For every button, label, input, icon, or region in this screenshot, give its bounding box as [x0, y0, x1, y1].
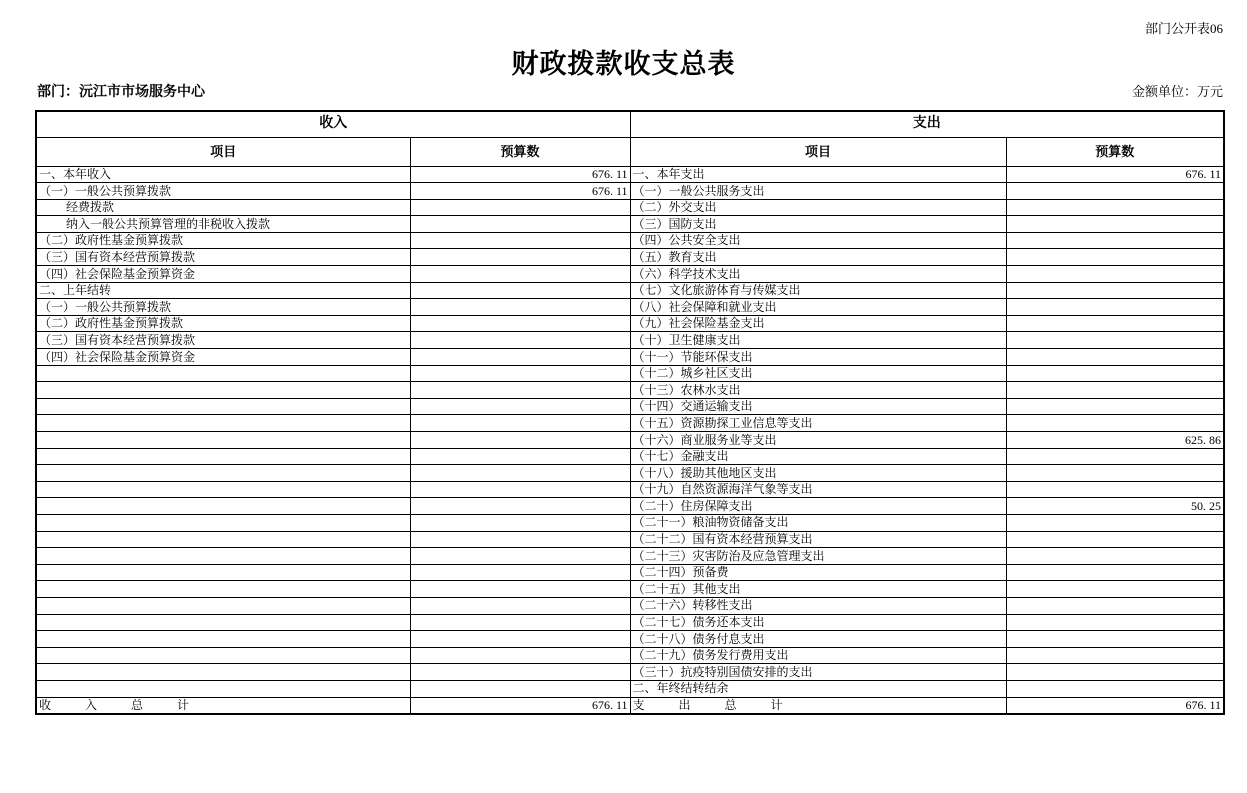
- expense-item-cell: （一）一般公共服务支出: [630, 183, 1006, 200]
- income-section-header: 收入: [36, 111, 630, 137]
- page-title: 财政拨款收支总表: [511, 49, 736, 79]
- income-budget-cell: [410, 514, 630, 531]
- table-row: [36, 315, 1224, 332]
- income-budget-cell: [410, 332, 630, 349]
- income-item-cell: （一）一般公共预算拨款: [36, 183, 410, 200]
- expense-item-cell: （二十七）债务还本支出: [630, 614, 1006, 631]
- expense-item-cell: （五）教育支出: [630, 249, 1006, 266]
- table-row: [36, 564, 1224, 581]
- income-item-cell: [36, 398, 410, 415]
- expense-budget-cell: [1006, 680, 1224, 697]
- totals-row: [36, 697, 1224, 714]
- income-item-cell: （四）社会保险基金预算资金: [36, 349, 410, 366]
- table-row: [36, 548, 1224, 565]
- column-header-row: [36, 137, 1224, 166]
- income-budget-cell: [410, 614, 630, 631]
- table-row: [36, 614, 1224, 631]
- income-budget-cell: [410, 382, 630, 399]
- expense-item-cell: （二十八）债务付息支出: [630, 631, 1006, 648]
- expense-item-cell: （十六）商业服务业等支出: [630, 432, 1006, 449]
- income-budget-cell: [410, 498, 630, 515]
- expense-budget-cell: [1006, 349, 1224, 366]
- income-budget-cell: [410, 564, 630, 581]
- table-row: [36, 498, 1224, 515]
- meta-row: [37, 81, 1223, 101]
- income-item-cell: （四）社会保险基金预算资金: [36, 266, 410, 283]
- expense-total-value: 676. 11: [1006, 697, 1224, 714]
- income-item-cell: [36, 415, 410, 432]
- expense-item-cell: （八）社会保障和就业支出: [630, 299, 1006, 316]
- income-budget-cell: [410, 531, 630, 548]
- expense-budget-cell: [1006, 531, 1224, 548]
- table-row: [36, 448, 1224, 465]
- income-budget-cell: [410, 249, 630, 266]
- income-item-cell: [36, 680, 410, 697]
- income-item-cell: [36, 581, 410, 598]
- expense-item-cell: （二十二）国有资本经营预算支出: [630, 531, 1006, 548]
- expense-budget-cell: [1006, 282, 1224, 299]
- expense-budget-cell: [1006, 315, 1224, 332]
- expense-item-cell: （三）国防支出: [630, 216, 1006, 233]
- income-item-cell: [36, 465, 410, 482]
- expense-item-cell: （十五）资源勘探工业信息等支出: [630, 415, 1006, 432]
- income-budget-cell: [410, 266, 630, 283]
- expense-item-cell: （二十九）债务发行费用支出: [630, 647, 1006, 664]
- income-budget-cell: [410, 315, 630, 332]
- income-item-cell: [36, 614, 410, 631]
- income-item-cell: [36, 647, 410, 664]
- income-item-cell: [36, 631, 410, 648]
- expense-item-cell: （十一）节能环保支出: [630, 349, 1006, 366]
- income-budget-cell: [410, 432, 630, 449]
- expense-budget-cell: [1006, 448, 1224, 465]
- income-budget-cell: [410, 581, 630, 598]
- income-item-cell: （一）一般公共预算拨款: [36, 299, 410, 316]
- expense-item-cell: （三十）抗疫特别国债安排的支出: [630, 664, 1006, 681]
- table-row: [36, 216, 1224, 233]
- table-row: [36, 382, 1224, 399]
- table-body: [36, 166, 1224, 714]
- expense-item-cell: （十九）自然资源海洋气象等支出: [630, 481, 1006, 498]
- table-row: [36, 332, 1224, 349]
- income-item-cell: [36, 564, 410, 581]
- expense-budget-cell: [1006, 647, 1224, 664]
- expense-budget-cell: [1006, 382, 1224, 399]
- table-row: [36, 166, 1224, 183]
- table-row: [36, 680, 1224, 697]
- table-row: [36, 597, 1224, 614]
- income-item-cell: [36, 531, 410, 548]
- income-budget-cell: [410, 597, 630, 614]
- income-item-cell: （三）国有资本经营预算拨款: [36, 332, 410, 349]
- amount-unit-label: 金额单位：万元: [1131, 84, 1223, 99]
- income-budget-header: 预算数: [410, 137, 630, 166]
- table-row: [36, 465, 1224, 482]
- income-budget-cell: [410, 664, 630, 681]
- expense-item-cell: （十二）城乡社区支出: [630, 365, 1006, 382]
- table-row: [36, 631, 1224, 648]
- income-item-cell: [36, 432, 410, 449]
- table-row: [36, 266, 1224, 283]
- expense-budget-cell: [1006, 266, 1224, 283]
- table-row: [36, 299, 1224, 316]
- income-budget-cell: [410, 199, 630, 216]
- expense-budget-cell: [1006, 564, 1224, 581]
- expense-budget-cell: [1006, 465, 1224, 482]
- budget-table: [35, 110, 1225, 715]
- income-item-cell: [36, 481, 410, 498]
- income-item-cell: （三）国有资本经营预算拨款: [36, 249, 410, 266]
- table-row: [36, 183, 1224, 200]
- income-budget-cell: [410, 282, 630, 299]
- expense-item-cell: （二十）住房保障支出: [630, 498, 1006, 515]
- income-budget-cell: [410, 232, 630, 249]
- income-item-cell: [36, 382, 410, 399]
- expense-budget-cell: [1006, 365, 1224, 382]
- income-budget-cell: [410, 481, 630, 498]
- department-label: 部门：沅江市市场服务中心: [37, 85, 205, 100]
- expense-item-cell: （二十五）其他支出: [630, 581, 1006, 598]
- income-item-cell: [36, 448, 410, 465]
- income-item-cell: 纳入一般公共预算管理的非税收入拨款: [36, 216, 410, 233]
- table-row: [36, 664, 1224, 681]
- table-row: [36, 481, 1224, 498]
- expense-budget-cell: [1006, 199, 1224, 216]
- expense-item-cell: （二十三）灾害防治及应急管理支出: [630, 548, 1006, 565]
- expense-item-cell: （九）社会保险基金支出: [630, 315, 1006, 332]
- expense-item-cell: （七）文化旅游体育与传媒支出: [630, 282, 1006, 299]
- expense-budget-cell: [1006, 514, 1224, 531]
- income-budget-cell: [410, 299, 630, 316]
- expense-budget-cell: 625. 86: [1006, 432, 1224, 449]
- table-row: [36, 398, 1224, 415]
- expense-item-header: 项目: [630, 137, 1006, 166]
- expense-budget-cell: [1006, 232, 1224, 249]
- income-budget-cell: [410, 415, 630, 432]
- expense-budget-cell: [1006, 481, 1224, 498]
- expense-budget-header: 预算数: [1006, 137, 1224, 166]
- form-code-label: 部门公开表06: [1144, 21, 1223, 36]
- income-budget-cell: [410, 398, 630, 415]
- income-budget-cell: 676. 11: [410, 183, 630, 200]
- table-row: [36, 349, 1224, 366]
- expense-item-cell: （十七）金融支出: [630, 448, 1006, 465]
- income-item-cell: 一、本年收入: [36, 166, 410, 183]
- expense-item-cell: 一、本年支出: [630, 166, 1006, 183]
- expense-item-cell: （六）科学技术支出: [630, 266, 1006, 283]
- table-row: [36, 282, 1224, 299]
- expense-budget-cell: [1006, 415, 1224, 432]
- income-budget-cell: [410, 680, 630, 697]
- expense-budget-cell: [1006, 581, 1224, 598]
- expense-budget-cell: [1006, 183, 1224, 200]
- income-item-cell: [36, 597, 410, 614]
- table-row: [36, 199, 1224, 216]
- expense-item-cell: （二）外交支出: [630, 199, 1006, 216]
- income-item-cell: （二）政府性基金预算拨款: [36, 232, 410, 249]
- income-item-cell: [36, 365, 410, 382]
- income-budget-cell: [410, 647, 630, 664]
- income-item-cell: 经费拨款: [36, 199, 410, 216]
- table-row: [36, 249, 1224, 266]
- expense-budget-cell: [1006, 614, 1224, 631]
- income-item-cell: 二、上年结转: [36, 282, 410, 299]
- income-item-cell: [36, 548, 410, 565]
- expense-budget-cell: [1006, 548, 1224, 565]
- income-item-header: 项目: [36, 137, 410, 166]
- income-item-cell: [36, 498, 410, 515]
- expense-item-cell: （十四）交通运输支出: [630, 398, 1006, 415]
- expense-budget-cell: 676. 11: [1006, 166, 1224, 183]
- expense-item-cell: （十三）农林水支出: [630, 382, 1006, 399]
- expense-budget-cell: [1006, 332, 1224, 349]
- table-row: [36, 432, 1224, 449]
- table-row: [36, 415, 1224, 432]
- table-row: [36, 581, 1224, 598]
- expense-item-cell: 二、年终结转结余: [630, 680, 1006, 697]
- table-row: [36, 531, 1224, 548]
- expense-total-label: 支出总计: [630, 697, 1006, 714]
- expense-item-cell: （十）卫生健康支出: [630, 332, 1006, 349]
- income-budget-cell: [410, 548, 630, 565]
- table-row: [36, 365, 1224, 382]
- expense-budget-cell: [1006, 664, 1224, 681]
- expense-item-cell: （二十四）预备费: [630, 564, 1006, 581]
- section-header-row: [36, 111, 1224, 137]
- income-budget-cell: [410, 465, 630, 482]
- income-budget-cell: [410, 216, 630, 233]
- expense-budget-cell: 50. 25: [1006, 498, 1224, 515]
- expense-budget-cell: [1006, 398, 1224, 415]
- income-budget-cell: [410, 448, 630, 465]
- expense-item-cell: （四）公共安全支出: [630, 232, 1006, 249]
- income-budget-cell: [410, 365, 630, 382]
- income-item-cell: [36, 664, 410, 681]
- expense-budget-cell: [1006, 216, 1224, 233]
- income-total-value: 676. 11: [410, 697, 630, 714]
- income-budget-cell: [410, 349, 630, 366]
- expense-section-header: 支出: [630, 111, 1224, 137]
- table-row: [36, 514, 1224, 531]
- expense-item-cell: （十八）援助其他地区支出: [630, 465, 1006, 482]
- table-row: [36, 232, 1224, 249]
- expense-item-cell: （二十一）粮油物资储备支出: [630, 514, 1006, 531]
- expense-budget-cell: [1006, 597, 1224, 614]
- income-total-label: 收入总计: [36, 697, 410, 714]
- table-row: [36, 647, 1224, 664]
- income-item-cell: （二）政府性基金预算拨款: [36, 315, 410, 332]
- income-budget-cell: [410, 631, 630, 648]
- expense-item-cell: （二十六）转移性支出: [630, 597, 1006, 614]
- expense-budget-cell: [1006, 249, 1224, 266]
- income-budget-cell: 676. 11: [410, 166, 630, 183]
- expense-budget-cell: [1006, 631, 1224, 648]
- expense-budget-cell: [1006, 299, 1224, 316]
- income-item-cell: [36, 514, 410, 531]
